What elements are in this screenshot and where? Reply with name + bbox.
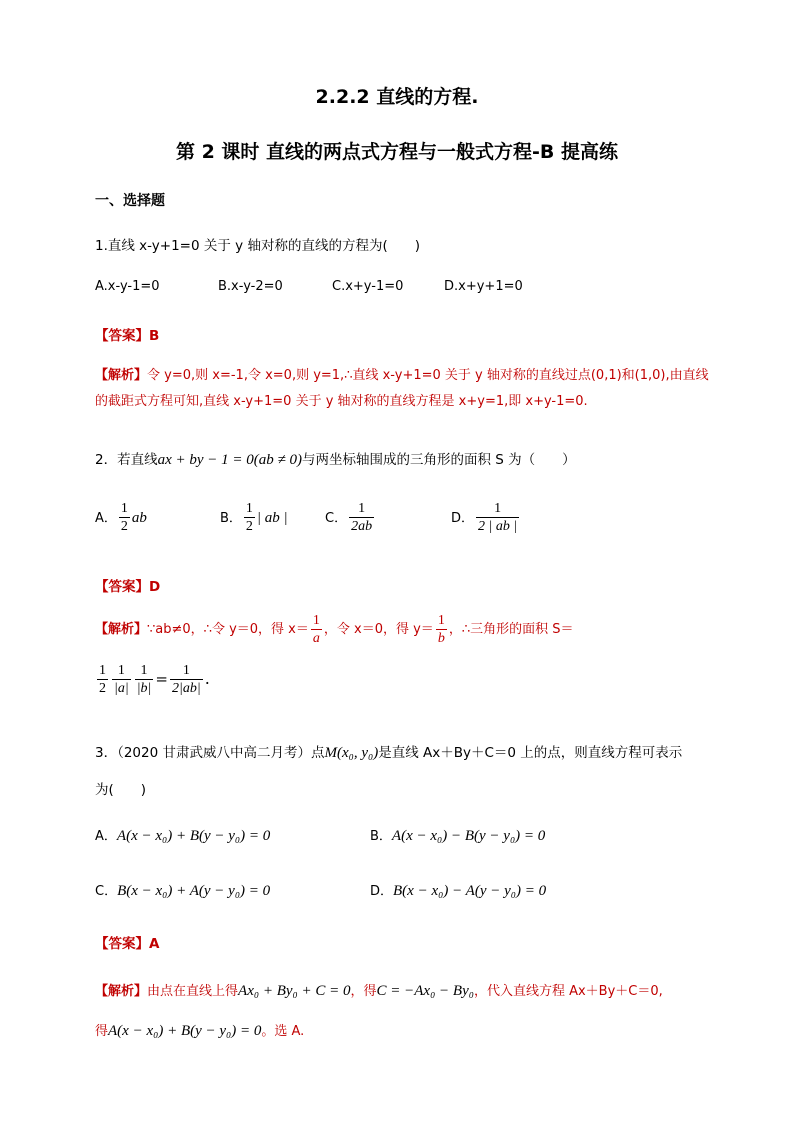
frac-den: 2 — [120, 519, 128, 534]
section-heading: 一、选择题 — [95, 193, 165, 209]
q2-option-a-tail: ab — [131, 510, 147, 526]
frac-num: 1 — [140, 663, 148, 678]
q3-explain-label: 【解析】 — [95, 984, 148, 999]
q1-option-a: A.x-y-1=0 — [95, 279, 160, 294]
q3-stem-line2: 为( ) — [95, 782, 147, 798]
q2-explanation-line1 — [95, 612, 573, 647]
frac-den: a — [312, 631, 320, 646]
q3-answer: 【答案】A — [95, 936, 160, 952]
frac-den: 2 — [245, 519, 253, 534]
q3-option-d-formula: B(x − x₀) − A(y − y₀) = 0 — [393, 883, 547, 899]
q1-explanation-line1 — [95, 363, 715, 389]
q2-option-b-tail: | ab | — [256, 510, 288, 526]
q2-exp-fraction-2 — [436, 612, 447, 647]
q2-exp-end: . — [204, 669, 210, 688]
q2-stem-text-a: 2．若直线 — [95, 452, 158, 468]
frac-den: |a| — [114, 681, 129, 696]
q2-option-a-fraction — [119, 500, 130, 535]
q3-exp-l2-formula: A(x − x₀) + B(y − y₀) = 0 — [108, 1023, 262, 1039]
q2-exp-text-c: ，∴三角形的面积 S＝ — [448, 622, 574, 637]
q2-option-c-letter: C． — [325, 511, 348, 526]
q3-option-c-formula: B(x − x₀) + A(y − y₀) = 0 — [117, 883, 271, 899]
frac-num: 1 — [182, 663, 190, 678]
q1-explanation — [95, 363, 715, 415]
q1-explain-text1: 令 y=0,则 x=-1,令 x=0,则 y=1,∴直线 x-y+1=0 关于 y 轴对称的直线过点(0,1)和(1,0),由直线 — [147, 368, 709, 383]
q2-option-d-letter: D． — [451, 511, 475, 526]
q2-option-a-letter: A． — [95, 511, 117, 526]
frac-num: 1 — [358, 501, 366, 516]
q3-option-d — [370, 880, 546, 900]
q3-explanation-line2 — [95, 1018, 304, 1045]
q2-exp-l2-fraction-2 — [112, 662, 131, 697]
frac-den: 2ab — [351, 519, 373, 534]
q2-exp-equals: = — [155, 670, 168, 688]
frac-den: 2 | ab | — [478, 519, 518, 534]
q3-option-a-letter: A． — [95, 829, 117, 844]
q1-explain-label: 【解析】 — [95, 368, 148, 383]
q3-stem-formula: M(x₀, y₀) — [324, 745, 379, 761]
q2-exp-text-a: ∵ab≠0，∴令 y＝0，得 x＝ — [147, 622, 309, 637]
q1-stem: 1.直线 x-y+1=0 关于 y 轴对称的直线的方程为( ) — [95, 238, 420, 254]
frac-num: 1 — [245, 501, 253, 516]
q2-option-c — [325, 500, 376, 535]
q2-option-a — [95, 500, 147, 535]
frac-num: 1 — [117, 663, 125, 678]
page-title: 2.2.2 直线的方程. — [315, 86, 479, 108]
q1-option-b: B.x-y-2=0 — [218, 279, 283, 294]
q3-exp-formula-2: C = −Ax₀ − By₀ — [376, 983, 474, 999]
q2-explanation-line2 — [95, 662, 210, 697]
q3-option-c-letter: C． — [95, 884, 118, 899]
frac-num: 1 — [494, 501, 502, 516]
q2-stem-formula: ax + by − 1 = 0(ab ≠ 0) — [157, 452, 302, 468]
q2-exp-text-b: ，令 x＝0，得 y＝ — [323, 622, 434, 637]
q2-explain-label: 【解析】 — [95, 622, 148, 637]
q2-option-b-fraction — [244, 500, 255, 535]
q2-option-d-fraction — [476, 500, 519, 535]
q2-exp-fraction-1 — [311, 612, 322, 647]
q2-option-b — [220, 500, 288, 535]
q3-option-b — [370, 825, 545, 845]
q1-explanation-line2 — [95, 389, 715, 415]
q3-exp-formula-1: Ax₀ + By₀ + C = 0 — [238, 983, 351, 999]
q3-exp-l2-text-b: 。选 A. — [261, 1024, 305, 1039]
frac-den: 2|ab| — [171, 681, 201, 696]
frac-num: 1 — [437, 613, 445, 628]
q2-stem — [95, 448, 576, 469]
frac-den: b — [437, 631, 445, 646]
q1-explain-text2: 的截距式方程可知,直线 x-y+1=0 关于 y 轴对称的直线方程是 x+y=1,即 x+y-1=0. — [95, 394, 588, 409]
q2-option-c-fraction — [349, 500, 374, 535]
q2-stem-text-b: 与两坐标轴围成的三角形的面积 S 为（ ） — [302, 452, 576, 468]
frac-num: 1 — [99, 663, 106, 678]
q3-exp-text-c: ，代入直线方程 Ax＋By＋C＝0, — [473, 984, 663, 999]
frac-num: 1 — [312, 613, 320, 628]
page-subtitle: 第 2 课时 直线的两点式方程与一般式方程-B 提高练 — [175, 141, 619, 163]
q3-option-a — [95, 825, 270, 845]
q2-option-b-letter: B． — [220, 511, 242, 526]
q3-option-b-letter: B． — [370, 829, 392, 844]
q3-option-a-formula: A(x − x₀) + B(y − y₀) = 0 — [116, 828, 271, 844]
q2-exp-l2-fraction-3 — [135, 662, 154, 697]
q3-exp-text-a: 由点在直线上得 — [147, 984, 239, 999]
q3-exp-l2-text-a: 得 — [95, 1024, 109, 1039]
q3-explanation-line1 — [95, 978, 663, 1005]
q2-answer: 【答案】D — [95, 579, 161, 595]
q3-stem — [95, 741, 682, 762]
q3-exp-text-b: ，得 — [350, 984, 377, 999]
q3-stem-text-b: 是直线 Ax＋By＋C＝0 上的点，则直线方程可表示 — [378, 745, 683, 761]
q2-exp-l2-fraction-1 — [97, 662, 108, 697]
frac-den: 2 — [99, 681, 106, 696]
q2-option-d — [451, 500, 521, 535]
q1-option-c: C.x+y-1=0 — [332, 279, 404, 294]
q3-option-d-letter: D． — [370, 884, 394, 899]
q3-option-b-formula: A(x − x₀) − B(y − y₀) = 0 — [391, 828, 546, 844]
q1-option-d: D.x+y+1=0 — [444, 279, 523, 294]
q1-answer: 【答案】B — [95, 328, 160, 344]
frac-num: 1 — [120, 501, 128, 516]
q3-stem-text-a: 3．（2020 甘肃武威八中高二月考）点 — [95, 745, 325, 761]
frac-den: |b| — [136, 681, 152, 696]
q3-option-c — [95, 880, 270, 900]
q2-exp-l2-fraction-4 — [170, 662, 203, 697]
